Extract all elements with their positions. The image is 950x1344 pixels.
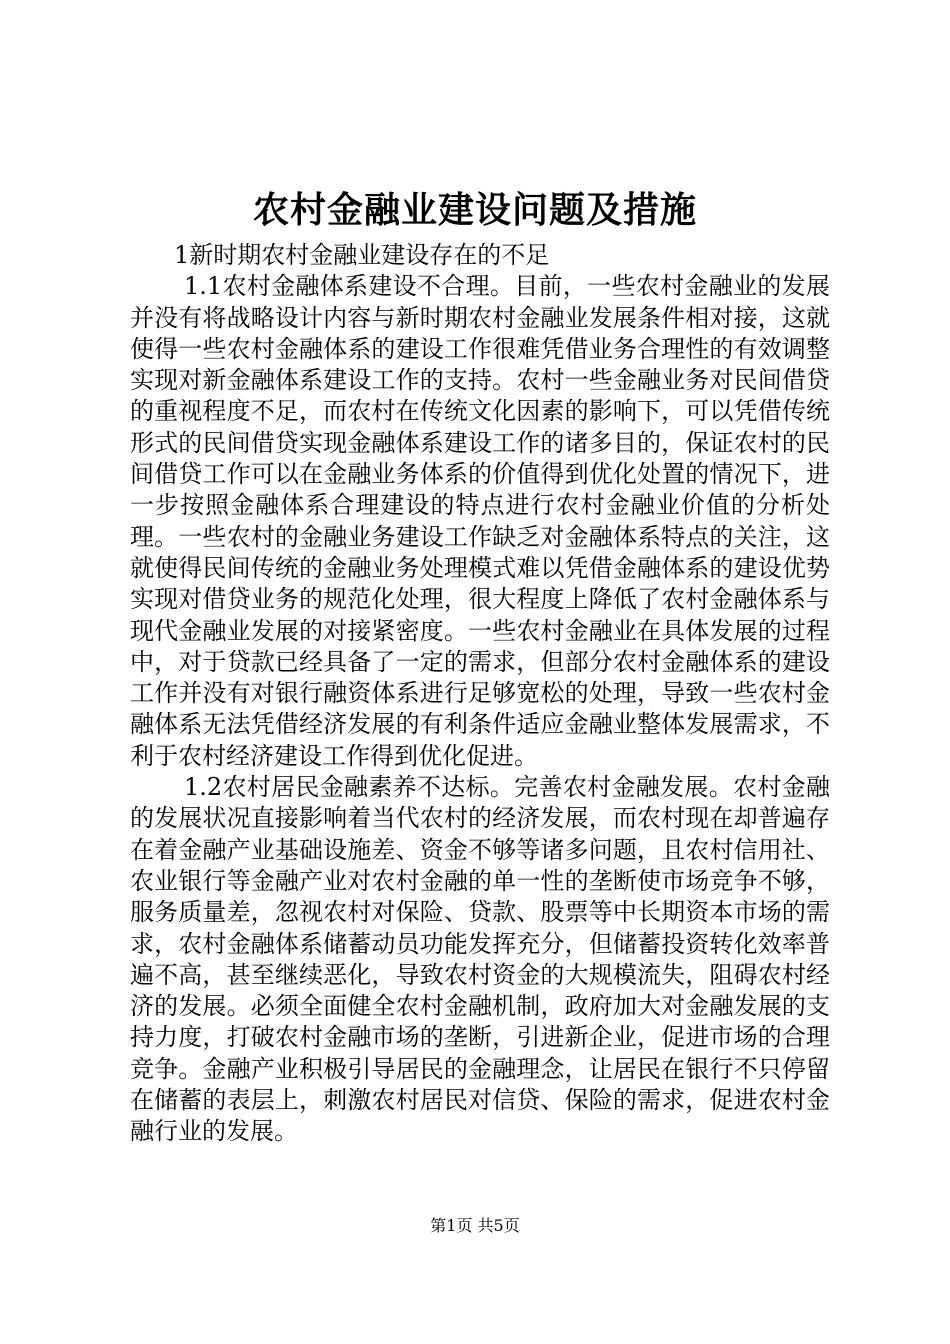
page-footer: 第1页 共5页 xyxy=(430,1216,520,1235)
document-title: 农村金融业建设问题及措施 xyxy=(252,189,697,231)
paragraph-1-1: 1.1农村金融体系建设不合理。目前，一些农村金融业的发展并没有将战略设计内容与新时期农村金融业发展条件相对接，这就使得一些农村金融体系的建设工作很难凭借业务合理性的有效调整实现对新金融体系建设工作的支持。农村一些金融业务对民间借贷的重视程度不足，而农村在传统文化因素的影响下，可以凭借传统形式的民间借贷实现金融体系建设工作的诸多目的，保证农村的民间借贷工作可以在金融业务体系的价值得到优化处置的情况下，进一步按照金融体系合理建设的特点进行农村金融业价值的分析处理。一些农村的金融业务建设工作缺乏对金融体系特点的关注，这就使得民间传统的金融业务处理模式难以凭借金融体系的建设优势实现对借贷业务的规范化处理，很大程度上降低了农村金融体系与现代金融业发展的对接紧密度。一些农村金融业在具体发展的过程中，对于贷款已经具备了一定的需求，但部分农村金融体系的建设工作并没有对银行融资体系进行足够宽松的处理，导致一些农村金融体系无法凭借经济发展的有利条件适应金融业整体发展需求，不利于农村经济建设工作得到优化促进。 xyxy=(130,272,830,770)
document-body xyxy=(130,240,830,1148)
section-heading: 1新时期农村金融业建设存在的不足 xyxy=(174,241,550,269)
paragraph-1-2: 1.2农村居民金融素养不达标。完善农村金融发展。农村金融的发展状况直接影响着当代农村的经济发展，而农村现在却普遍存在着金融产业基础设施差、资金不够等诸多问题，且农村信用社、农业银行等金融产业对农村金融的单一性的垄断使市场竞争不够，服务质量差，忽视农村对保险、贷款、股票等中长期资本市场的需求，农村金融体系储蓄动员功能发挥充分，但储蓄投资转化效率普遍不高，甚至继续恶化，导致农村资金的大规模流失，阻碍农村经济的发展。必须全面健全农村金融机制，政府加大对金融发展的支持力度，打破农村金融市场的垄断，引进新企业，促进市场的合理竞争。金融产业积极引导居民的金融理念，让居民在银行不只停留在储蓄的表层上，刺激农村居民对信贷、保险的需求，促进农村金融行业的发展。 xyxy=(130,773,830,1146)
